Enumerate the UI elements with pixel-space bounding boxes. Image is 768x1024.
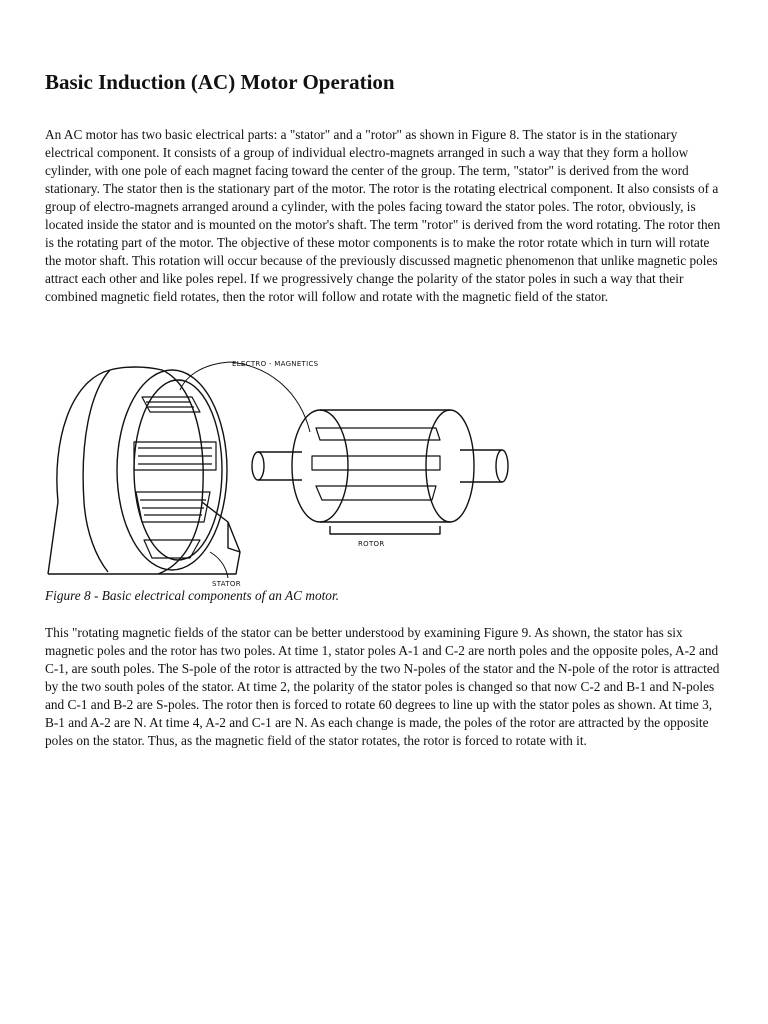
paragraph-rotating-field: This "rotating magnetic fields of the stator can be better understood by examining Figure 9. As shown, the stator has six magnetic poles and the rotor has two poles. At time 1, stator poles A-1 and C-2 are north poles and the opposite poles, A-2 and C-1, are south poles. The S-pole of the rotor is attracted by the two N-poles of the stator and the N-pole of the rotor is attracted by the two south poles of the stator. At time 2, the polarity of the stator poles is changed so that now C-2 and B-1 and N-poles and C-1 and B-2 are S-poles. The rotor then is forced to rotate 60 degrees to line up with the stator poles as shown. At time 3, B-1 and A-2 are N. At time 4, A-2 and C-1 are N. As each change is made, the poles of the rotor are attracted by the opposite poles on the stator. Thus, as the magnetic field of the stator rotates, the rotor is forced to rotate with it.: [45, 625, 720, 748]
rotor-bars: [312, 428, 440, 500]
paragraph-stator-rotor: An AC motor has two basic electrical parts: a "stator" and a "rotor" as shown in Figure 8. The stator is in the stationary electrical component. It consists of a group of individual electro-magnets arranged in such a way that they form a hollow cylinder, with one pole of each magnet facing toward the center of the group. The term, "stator" is derived from the word stationary. The stator then is the stationary part of the motor. The rotor is the rotating electrical component. It also consists of a group of electro-magnets arranged around a cylinder, with the poles facing toward the stator poles. The rotor, obviously, is located inside the stator and is mounted on the motor's shaft. The term "rotor" is derived from the word rotating. The rotor then is the rotating part of the motor. The objective of these motor components is to make the rotor rotate which in turn will rotate the motor shaft. This rotation will occur because of the previously discussed magnetic phenomenon that unlike magnetic poles attract each other and like poles repel. If we progressively change the polarity of the stator poles in such a way that their combined magnetic field rotates, then the rotor will follow and rotate with the magnetic field of the stator.: [45, 127, 721, 304]
figure-motor-diagram: [40, 352, 510, 592]
label-stator: STATOR: [212, 580, 241, 588]
leader-electromagnets: [180, 362, 310, 432]
figure-caption: Figure 8 - Basic electrical components of an AC motor.: [45, 588, 339, 603]
label-electromagnets: ELECTRO - MAGNETICS: [232, 360, 319, 368]
page-title: Basic Induction (AC) Motor Operation: [45, 70, 395, 94]
rotor-front-face: [292, 410, 348, 522]
label-rotor: ROTOR: [358, 540, 385, 548]
stator-base: [48, 502, 240, 574]
